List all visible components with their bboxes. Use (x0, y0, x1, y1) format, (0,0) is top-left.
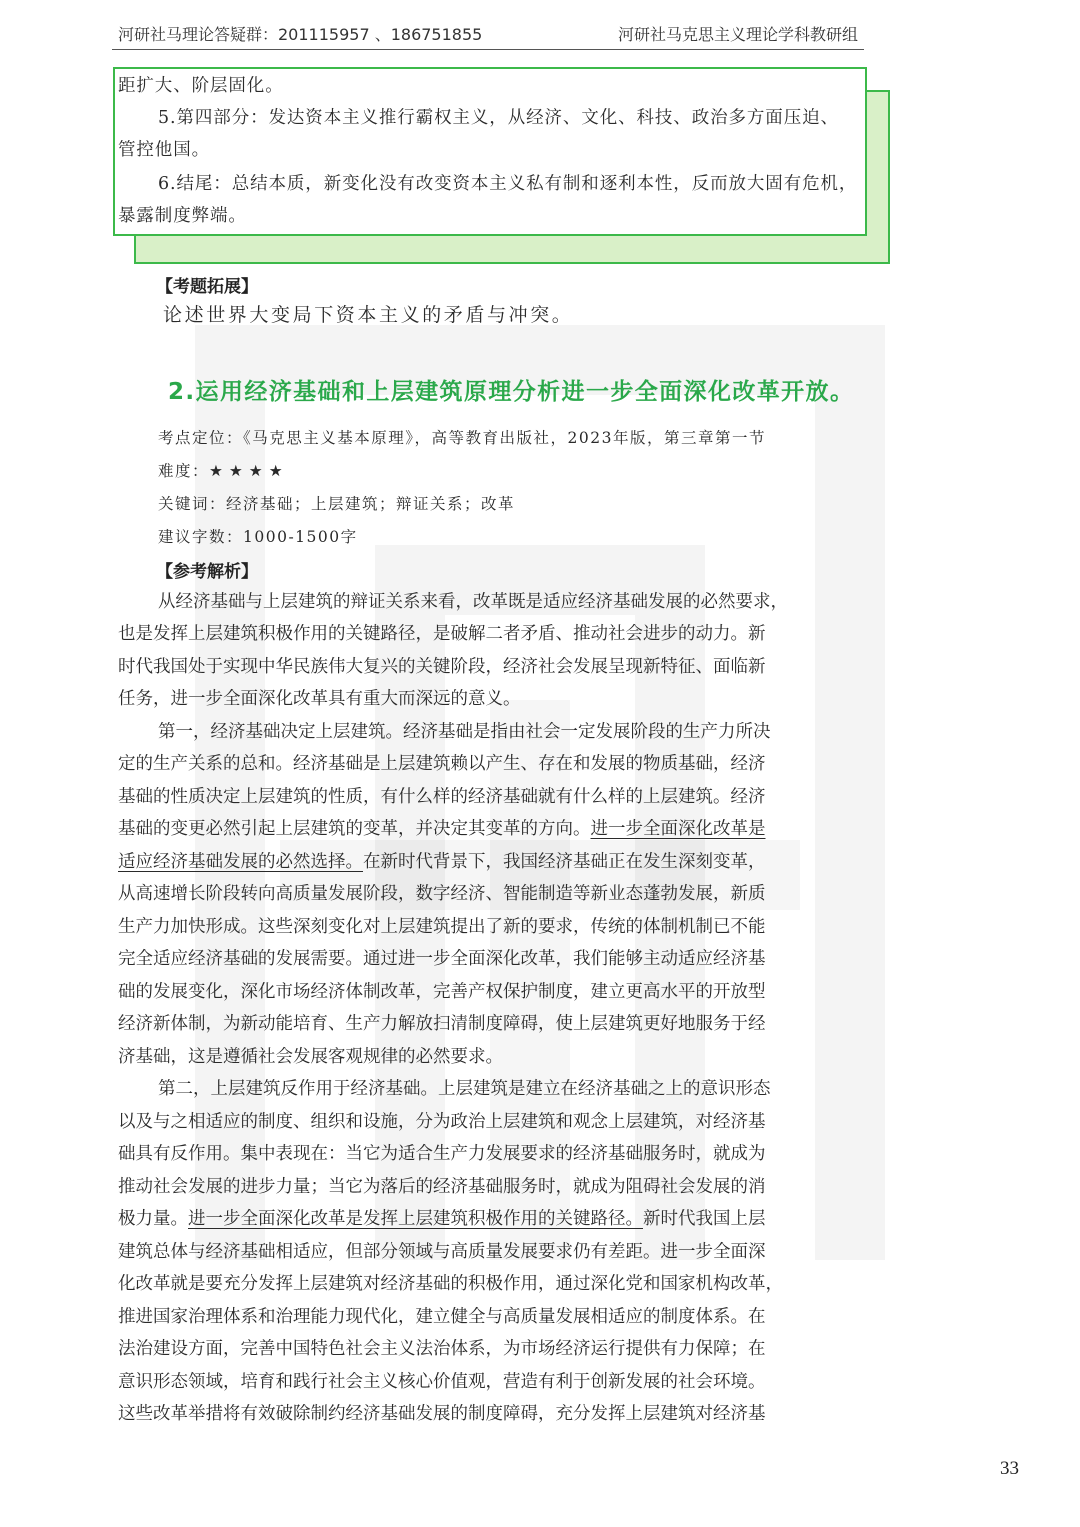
outline-line: 管控他国。 (118, 140, 210, 160)
header-org-name: 河研社马克思主义理论学科教研组 (617, 25, 858, 44)
outline-line: 6.结尾：总结本质，新变化没有改变资本主义私有制和逐利本性，反而放大固有危机， (158, 174, 858, 194)
paragraph-line: 从高速增长阶段转向高质量发展阶段，数字经济、智能制造等新业态蓬勃发展，新质 (118, 884, 766, 904)
paragraph-line: 第二，上层建筑反作用于经济基础。上层建筑是建立在经济基础之上的意识形态 (158, 1079, 771, 1099)
paragraph-line (118, 846, 766, 878)
paragraph-line: 也是发挥上层建筑积极作用的关键路径，是破解二者矛盾、推动社会进步的动力。新 (118, 624, 766, 644)
paragraph-line: 础的发展变化，深化市场经济体制改革，完善产权保护制度，建立更高水平的开放型 (118, 982, 766, 1002)
paragraph-line: 任务，进一步全面深化改革具有重大而深远的意义。 (118, 689, 521, 709)
underlined-key-sentence: 适应经济基础发展的必然选择。 (118, 852, 363, 872)
paragraph-line: 法治建设方面，完善中国特色社会主义法治体系，为市场经济运行提供有力保障；在 (118, 1339, 766, 1359)
paragraph-line: 完全适应经济基础的发展需要。通过进一步全面深化改革，我们能够主动适应经济基 (118, 949, 766, 969)
exam-point-positioning: 考点定位：《马克思主义基本原理》，高等教育出版社，2023年版，第三章第一节 (158, 429, 766, 447)
paragraph-line: 础具有反作用。集中表现在：当它为适合生产力发展要求的经济基础服务时，就成为 (118, 1144, 766, 1164)
paragraph-line: 建筑总体与经济基础相适应，但部分领域与高质量发展要求仍有差距。进一步全面深 (118, 1242, 766, 1262)
header-qq-groups: 河研社马理论答疑群：201115957 、186751855 (118, 25, 483, 44)
paragraph-line (118, 813, 766, 845)
paragraph-line: 推进国家治理体系和治理能力现代化，建立健全与高质量发展相适应的制度体系。在 (118, 1307, 766, 1327)
extension-question: 论述世界大变局下资本主义的矛盾与冲突。 (163, 304, 574, 326)
difficulty-label: 难度： (158, 462, 210, 480)
page-header (0, 0, 1080, 52)
paragraph-line: 时代我国处于实现中华民族伟大复兴的关键阶段，经济社会发展呈现新特征、面临新 (118, 657, 766, 677)
paragraph-line: 经济新体制，为新动能培育、生产力解放扫清制度障碍，使上层建筑更好地服务于经 (118, 1014, 766, 1034)
question-title: 2.运用经济基础和上层建筑原理分析进一步全面深化改革开放。 (168, 379, 855, 405)
paragraph-line: 以及与之相适应的制度、组织和设施，分为政治上层建筑和观念上层建筑，对经济基 (118, 1112, 766, 1132)
paragraph-line: 从经济基础与上层建筑的辩证关系来看，改革既是适应经济基础发展的必然要求， (158, 592, 788, 612)
paragraph-text: 新时代我国上层 (643, 1209, 766, 1229)
outline-line: 距扩大、阶层固化。 (118, 76, 284, 96)
keywords: 关键词：经济基础；上层建筑；辩证关系；改革 (158, 495, 516, 513)
paragraph-text: 基础的变更必然引起上层建筑的变革，并决定其变革的方向。 (118, 819, 591, 839)
paragraph-line: 济基础，这是遵循社会发展客观规律的必然要求。 (118, 1047, 503, 1067)
paragraph-line: 定的生产关系的总和。经济基础是上层建筑赖以产生、存在和发展的物质基础，经济 (118, 754, 766, 774)
underlined-key-sentence: 进一步全面深化改革是发挥上层建筑积极作用的关键路径。 (188, 1209, 643, 1229)
outline-line: 5.第四部分：发达资本主义推行霸权主义，从经济、文化、科技、政治多方面压迫、 (158, 108, 839, 128)
paragraph-line: 这些改革举措将有效破除制约经济基础发展的制度障碍，充分发挥上层建筑对经济基 (118, 1404, 766, 1424)
paragraph-text: 极力量。 (118, 1209, 188, 1229)
header-divider (112, 49, 864, 50)
paragraph-line: 生产力加快形成。这些深刻变化对上层建筑提出了新的要求，传统的体制机制已不能 (118, 917, 766, 937)
page-number: 33 (1000, 1458, 1019, 1479)
extension-tag: 【考题拓展】 (156, 277, 258, 297)
difficulty-row (158, 459, 289, 481)
paragraph-line (118, 1203, 766, 1235)
paragraph-line: 第一，经济基础决定上层建筑。经济基础是指由社会一定发展阶段的生产力所决 (158, 722, 771, 742)
analysis-tag: 【参考解析】 (156, 562, 258, 582)
paragraph-line: 化改革就是要充分发挥上层建筑对经济基础的积极作用，通过深化党和国家机构改革， (118, 1274, 783, 1294)
paragraph-line: 意识形态领域，培育和践行社会主义核心价值观，营造有利于创新发展的社会环境。 (118, 1372, 766, 1392)
underlined-key-sentence: 进一步全面深化改革是 (590, 819, 766, 839)
difficulty-stars-icon: ★★★★ (209, 462, 289, 480)
outline-line: 暴露制度弊端。 (118, 206, 247, 226)
paragraph-line: 推动社会发展的进步力量；当它为落后的经济基础服务时，就成为阻碍社会发展的消 (118, 1177, 766, 1197)
suggested-word-count: 建议字数：1000-1500字 (158, 528, 358, 546)
paragraph-text: 在新时代背景下，我国经济基础正在发生深刻变革， (363, 852, 766, 872)
paragraph-line: 基础的性质决定上层建筑的性质，有什么样的经济基础就有什么样的上层建筑。经济 (118, 787, 766, 807)
